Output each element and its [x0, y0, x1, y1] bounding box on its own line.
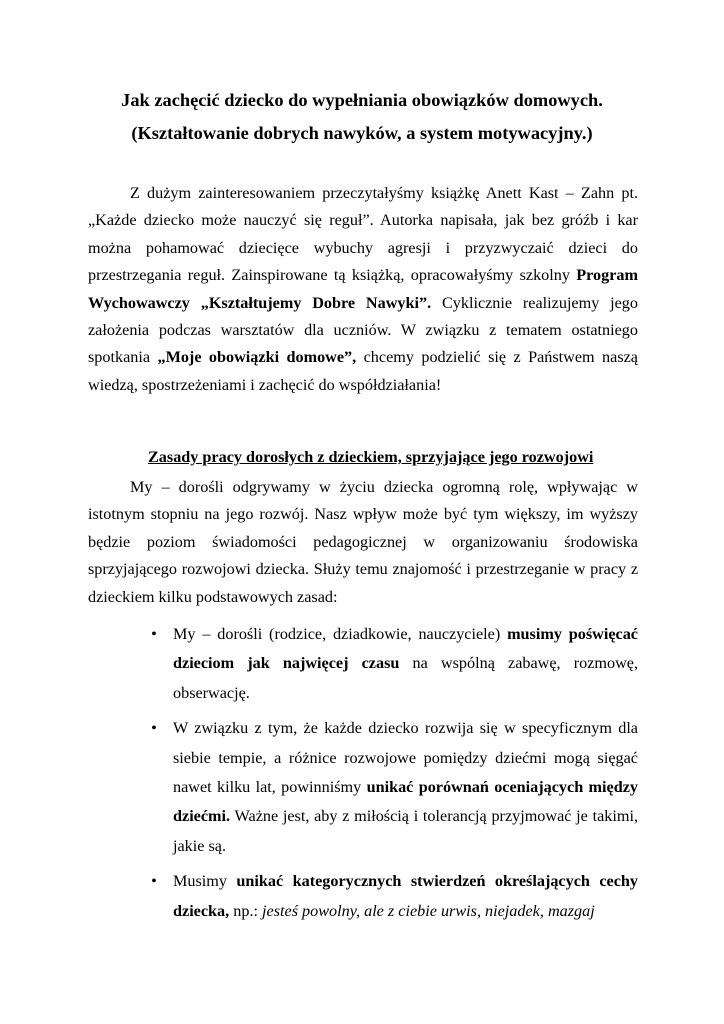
intro-text-3: chcemy podzielić się z Państwem naszą wiedzą, spostrzeżeniami i zachęcić do współdziałania!	[88, 348, 638, 394]
list-item-emphasis: unikać porównań oceniających między dziećmi.	[173, 778, 639, 826]
list-item-emphasis: unikać kategorycznych stwierdzeń określających cechy dziecka,	[173, 872, 638, 920]
intro-program-name: Program Wychowawczy „Kształtujemy Dobre Nawyki”.	[88, 266, 638, 312]
bullet-icon: •	[151, 872, 157, 891]
document-title-line-2: (Kształtowanie dobrych nawyków, a system motywacyjny.)	[131, 123, 593, 143]
list-item-text: Ważne jest, aby z miłością i tolerancją przyjmować je takimi, jakie są.	[173, 807, 638, 855]
list-item	[148, 620, 638, 708]
list-item-text: np.:	[229, 901, 263, 920]
intro-paragraph	[88, 180, 638, 399]
list-item-emphasis: musimy poświęcać dzieciom jak najwięcej czasu	[173, 625, 638, 673]
intro-meeting-topic: „Moje obowiązki domowe”,	[157, 348, 357, 367]
list-item-text: My – dorośli (rodzice, dziadkowie, nauczyciele)	[173, 625, 508, 643]
intro-text-2: Cyklicznie realizujemy jego założenia podczas warsztatów dla uczniów. W związku z tematem ostatniego spotkania	[88, 293, 638, 367]
section-paragraph-text: My – dorośli odgrywamy w życiu dziecka ogromną rolę, wpływając w istotnym stopniu na jego rozwój. Nasz wpływ może być tym większy, im wyższy będzie poziom świadomości pedagogicznej w organizowaniu środowiska sprzyjającego rozwojowi dziecka. Służy temu znajomość i przestrzeganie w pracy z dzieckiem kilku podstawowych zasad:	[88, 478, 638, 606]
list-item	[148, 867, 638, 926]
document-title-line-1: Jak zachęcić dziecko do wypełniania obowiązków domowych.	[121, 90, 603, 110]
list-item-example: jesteś powolny, ale z ciebie urwis, niejadek, mazgaj	[262, 901, 595, 920]
section-paragraph	[88, 474, 638, 611]
intro-text-1: Z dużym zainteresowaniem przeczytałyśmy książkę Anett Kast – Zahn pt. „Każde dziecko może nauczyć się reguł”. Autorka napisała, jak bez gróźb i kar można pohamować dziecięce wybuchy agresji i przyzwyczaić dzieci do przestrzegania reguł. Zainspirowane tą książką, opracowałyśmy szkolny	[88, 184, 638, 285]
bullet-icon: •	[151, 625, 157, 643]
section-heading: Zasady pracy dorosłych z dzieckiem, sprzyjające jego rozwojowi	[148, 448, 594, 466]
list-item-text: na wspólną zabawę, rozmowę, obserwację.	[173, 654, 638, 702]
principles-list	[148, 620, 638, 932]
list-item-text: W związku z tym, że każde dziecko rozwija się w specyficznym dla siebie tempie, a różnice rozwojowe pomiędzy dziećmi mogą sięgać nawet kilku lat, powinniśmy	[173, 719, 638, 797]
list-item	[148, 714, 638, 861]
list-item-text: Musimy	[173, 872, 237, 891]
bullet-icon: •	[151, 719, 157, 738]
